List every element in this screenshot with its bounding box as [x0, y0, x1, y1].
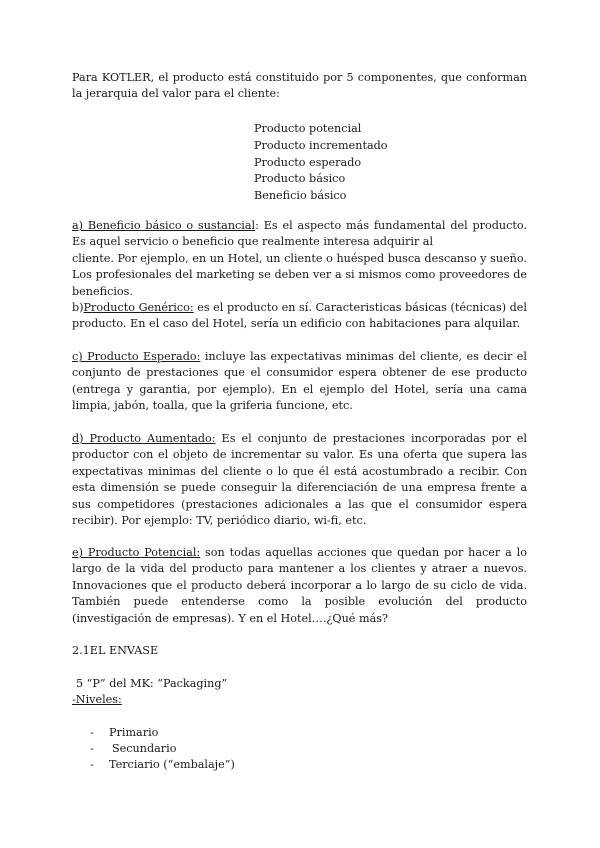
section-d-text: Es el conjunto de prestaciones incorporadas por el productor con el objeto de incrementar su valor. Es una oferta que supera las expectativas minimas del cliente o lo que él está acostumbrado a recibir. Con esta dimensión se puede conseguir la diferenciación de una empresa frente a sus competidores (prestaciones adicionales a las que el consumidor espera recibir). Por ejemplo: TV, periódico diario, wi-fi, etc.: [72, 432, 528, 528]
section-b-paragraph: [72, 300, 527, 333]
section-e-paragraph: [72, 545, 527, 627]
section-a-continuation: cliente. Por ejemplo, en un Hotel, un cliente o huésped busca descanso y sueño. Los profesionales del marketing se deben ver a si mismos como proveedores de beneficios.: [72, 252, 527, 298]
value-hierarchy-list: [254, 121, 388, 205]
niveles-label: -Niveles:: [72, 693, 122, 706]
intro-paragraph: Para KOTLER, el producto está constituido por 5 componentes, que conforman la jerarquia del valor para el cliente:: [72, 71, 527, 101]
section-heading: 2.1EL ENVASE: [72, 644, 159, 657]
list-item: Producto incrementado: [254, 138, 388, 152]
section-b-title: Producto Genérico:: [83, 301, 194, 314]
bullet-text: Terciario (“embalaje”): [109, 758, 235, 771]
section-e-title: e) Producto Potencial:: [72, 546, 201, 559]
section-c-paragraph: [72, 349, 527, 415]
bullet-dash: -: [90, 742, 94, 755]
section-c-title: c) Producto Esperado:: [72, 350, 201, 363]
list-item: Producto básico: [254, 172, 346, 186]
section-d-title: d) Producto Aumentado:: [72, 432, 216, 445]
section-d-paragraph: [72, 431, 527, 529]
bullet-dash: -: [90, 758, 94, 771]
list-item: Producto esperado: [254, 155, 362, 169]
bullet-dash: -: [90, 726, 94, 739]
section-a-text: : Es el aspecto más fundamental del producto. Es aquel servicio o beneficio que realmente interesa adquirir al: [72, 219, 527, 249]
section-b-prefix: b): [72, 301, 84, 314]
mk-line: 5 “P” del MK: “Packaging”: [76, 677, 228, 690]
section-a-paragraph: [72, 218, 527, 251]
list-item: Producto potencial: [254, 122, 362, 135]
section-c-text: incluye las expectativas minimas del cliente, es decir el conjunto de prestaciones que el consumidor espera obtener de ese producto (entrega y garantia, por ejemplo). En el ejemplo del Hotel, sería una cama limpia, jabón, toalla, que la griferia funcione, etc.: [72, 350, 527, 413]
bullet-text: Primario: [109, 726, 159, 739]
section-a-title: a) Beneficio básico o sustancial: [72, 219, 256, 232]
list-item: Beneficio básico: [254, 189, 347, 203]
section-e-text: son todas aquellas acciones que quedan por hacer a lo largo de la vida del producto para mantener a los clientes y atraer a nuevos. Innovaciones que el producto deberá incorporar a lo largo de su ciclo de vida. También puede entenderse como la posible evolución del producto (investigación de empresas). Y en el Hotel….¿Qué más?: [72, 546, 527, 625]
section-b-text: es el producto en sí. Caracteristicas básicas (técnicas) del producto. En el caso del Hotel, sería un edificio con habitaciones para alquilar.: [72, 301, 527, 331]
bullet-text: Secundario: [112, 742, 177, 755]
